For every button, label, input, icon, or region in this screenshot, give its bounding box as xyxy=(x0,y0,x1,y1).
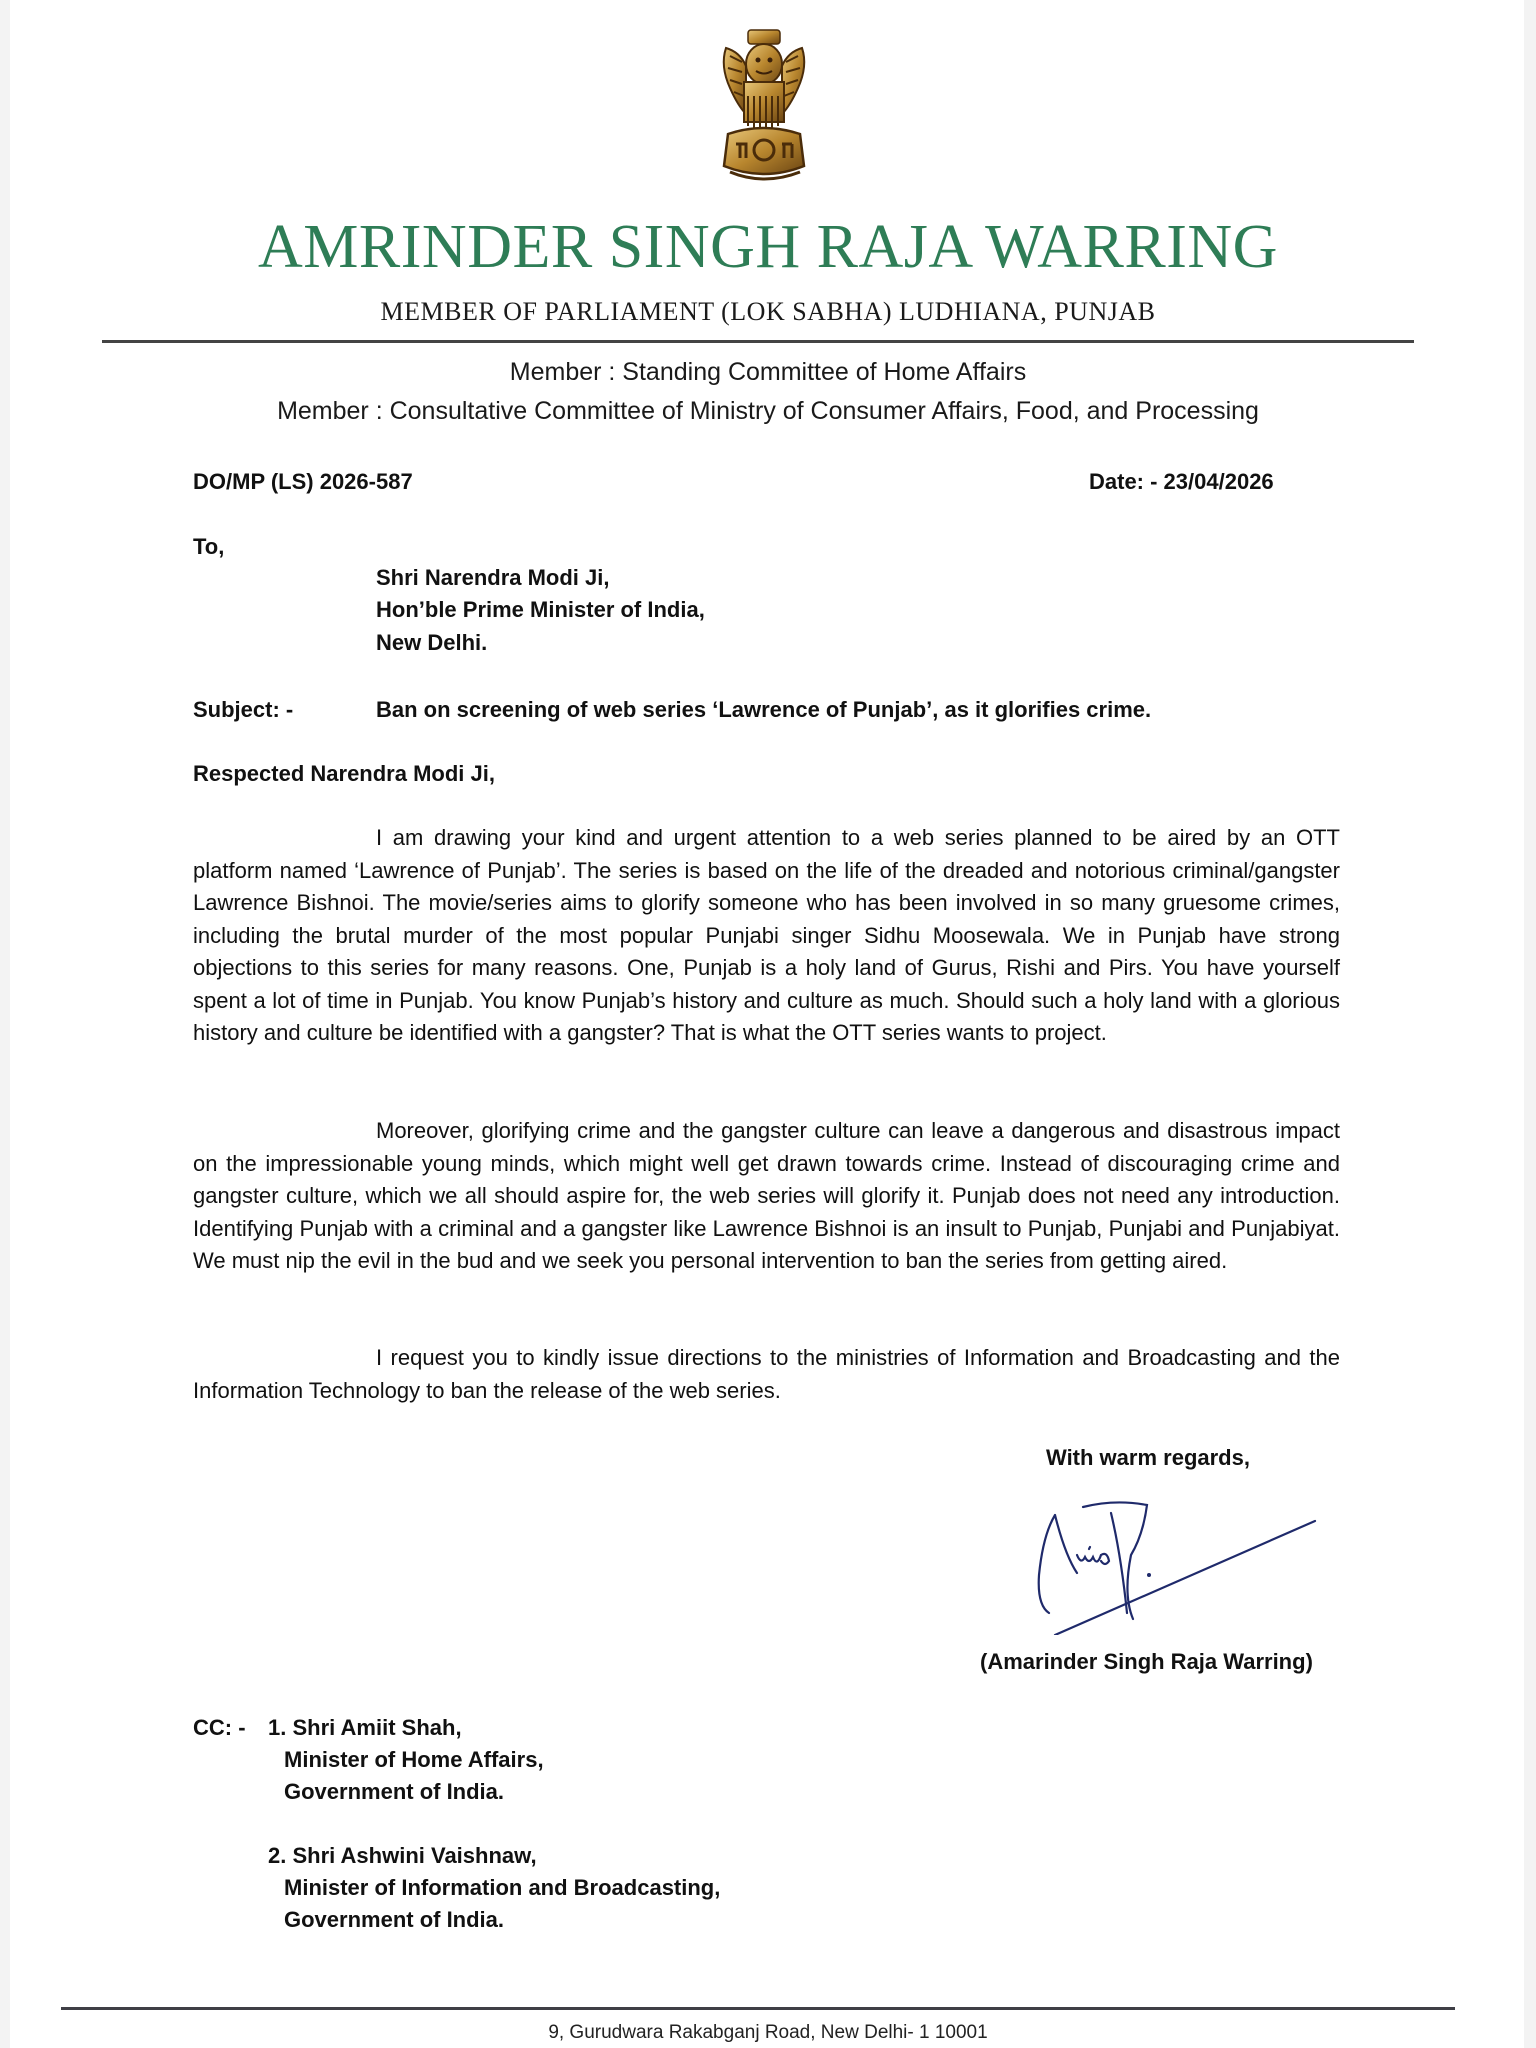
header-divider xyxy=(102,340,1414,343)
body-paragraph-3: I request you to kindly issue directions to the ministries of Information and Broadcasting and the Information Technology to ban the release of the web series. xyxy=(193,1345,1340,1403)
subject-text: Ban on screening of web series ‘Lawrence of Punjab’, as it glorifies crime. xyxy=(376,697,1152,722)
reference-number: DO/MP (LS) 2026-587 xyxy=(193,469,413,494)
recipient-location: New Delhi. xyxy=(376,630,488,655)
committee-line-1: Member : Standing Committee of Home Affairs xyxy=(509,358,1027,386)
cc-recipient-1-org: Government of India. xyxy=(284,1779,505,1804)
cc-label: CC: - xyxy=(193,1715,246,1740)
cc-recipient-1-title: Minister of Home Affairs, xyxy=(284,1747,544,1772)
signature-icon xyxy=(1035,1495,1325,1635)
signer-name: (Amarinder Singh Raja Warring) xyxy=(980,1649,1313,1674)
cc-recipient-2-title: Minister of Information and Broadcasting, xyxy=(284,1875,721,1900)
footer-address: 9, Gurudwara Rakabganj Road, New Delhi- 1 10001 xyxy=(548,2022,988,2043)
letterhead-designation: MEMBER OF PARLIAMENT (LOK SABHA) LUDHIANA, PUNJAB xyxy=(380,297,1156,326)
letterhead-name: AMRINDER SINGH RAJA WARRING xyxy=(258,213,1278,281)
subject-label: Subject: - xyxy=(193,697,294,722)
body-paragraph-2: Moreover, glorifying crime and the gangster culture can leave a dangerous and disastrous impact on the impressionable young minds, which might well get drawn towards crime. Instead of discouraging crime and gangster culture, which we all should aspire for, the web series will glorify it. Punjab does not need any introduction. Identifying Punjab with a criminal and a gangster like Lawrence Bishnoi is an insult to Punjab, Punjabi and Punjabiyat. We must nip the evil in the bud and we seek you personal intervention to ban the series from getting aired. xyxy=(193,1118,1340,1273)
cc-recipient-2-org: Government of India. xyxy=(284,1907,505,1932)
salutation: Respected Narendra Modi Ji, xyxy=(193,761,495,786)
body-paragraph-1: I am drawing your kind and urgent attention to a web series planned to be aired by an OTT platform named ‘Lawrence of Punjab’. The series is based on the life of the dreaded and notorious criminal/gangster Lawrence Bishnoi. The movie/series aims to glorify someone who has been involved in so many gruesome crimes, including the brutal murder of the most popular Punjabi singer Sidhu Moosewala. We in Punjab have strong objections to this series for many reasons. One, Punjab is a holy land of Gurus, Rishi and Pirs. You have yourself spent a lot of time in Punjab. You know Punjab’s history and culture as much. Should such a holy land with a glorious history and culture be identified with a gangster? That is what the OTT series wants to project. xyxy=(193,825,1340,1045)
committee-line-2: Member : Consultative Committee of Ministry of Consumer Affairs, Food, and Processing xyxy=(277,397,1259,425)
recipient-title: Hon’ble Prime Minister of India, xyxy=(376,597,705,622)
letter-date: Date: - 23/04/2026 xyxy=(1089,469,1274,494)
to-label: To, xyxy=(193,534,225,559)
cc-recipient-2-name: 2. Shri Ashwini Vaishnaw, xyxy=(268,1843,537,1868)
recipient-name: Shri Narendra Modi Ji, xyxy=(376,565,610,590)
cc-recipient-1-name: 1. Shri Amiit Shah, xyxy=(268,1715,462,1740)
closing-regards: With warm regards, xyxy=(1046,1445,1250,1470)
national-emblem-icon xyxy=(712,26,816,186)
footer-divider xyxy=(61,2007,1455,2010)
